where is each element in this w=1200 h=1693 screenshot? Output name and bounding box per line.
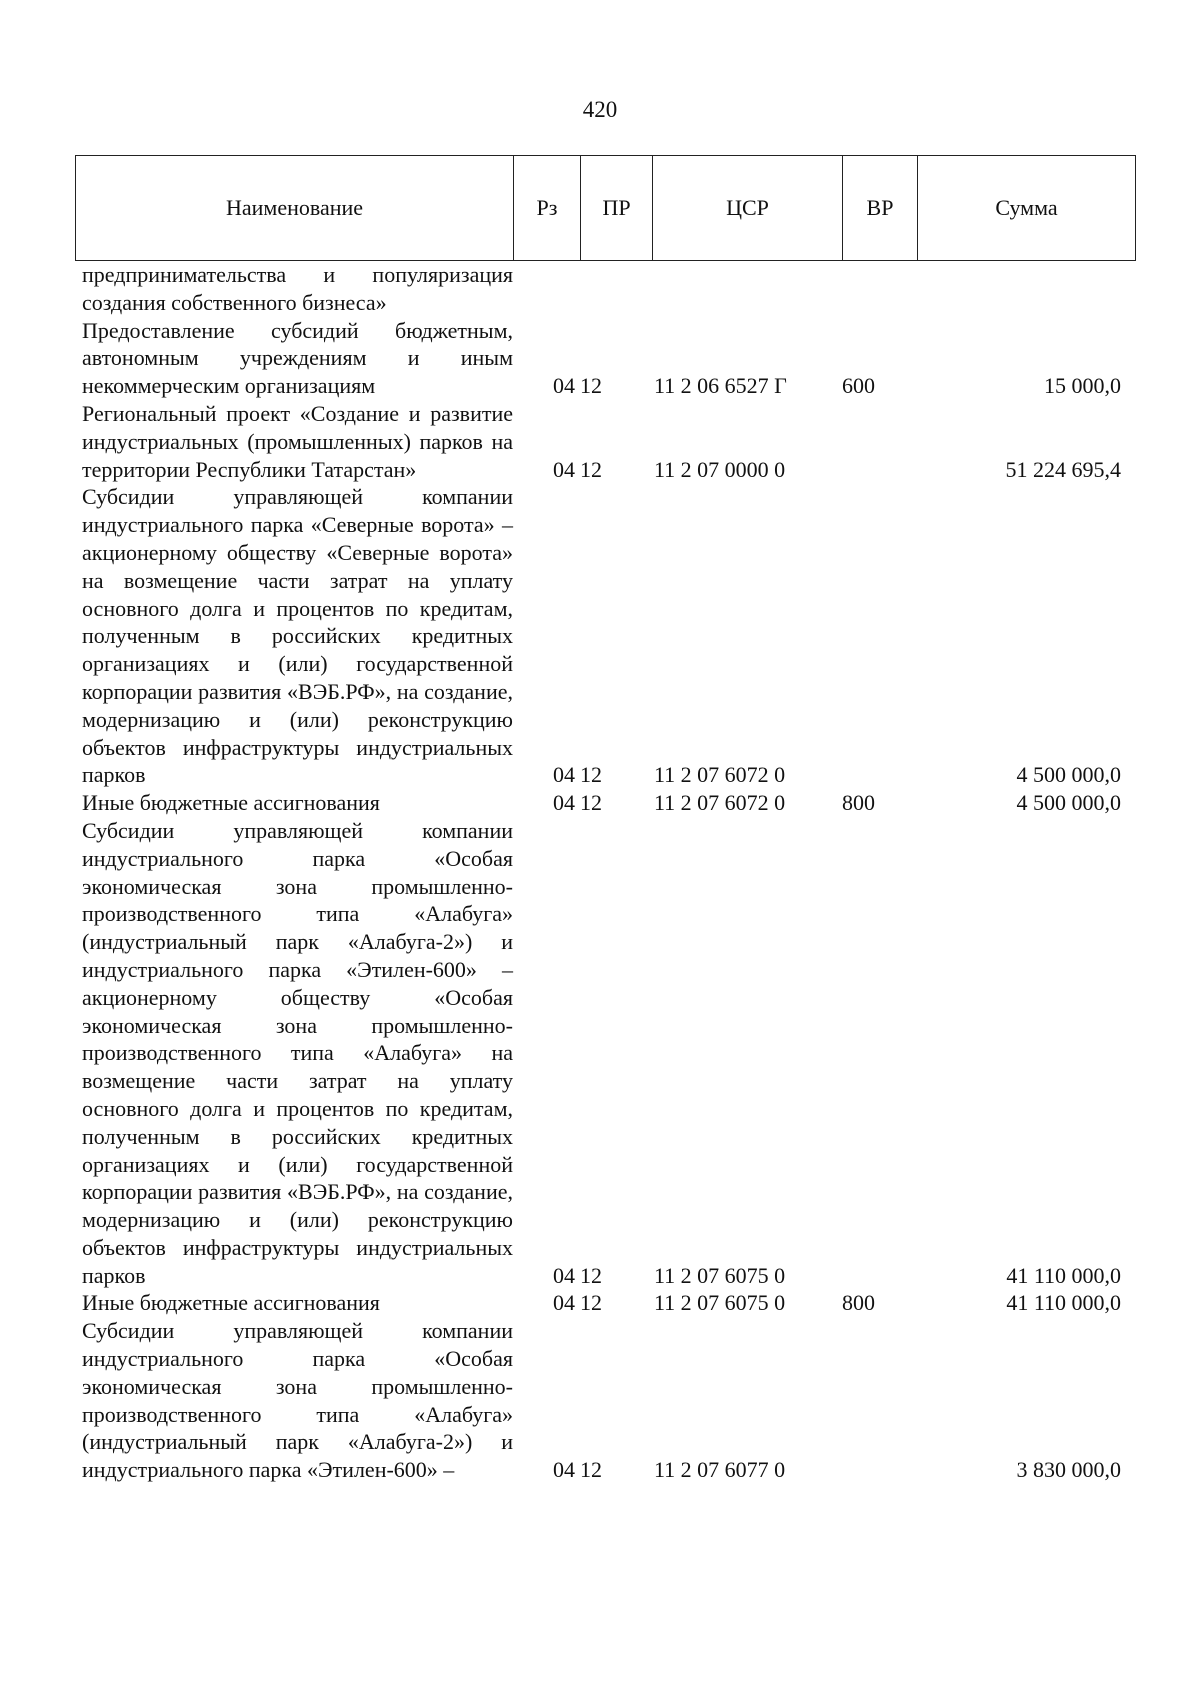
page-number: 420 <box>582 97 618 122</box>
row-sum: 51 224 695,4 <box>1005 456 1121 482</box>
row-csr: 11 2 07 6072 0 <box>654 762 786 788</box>
row-csr: 11 2 07 6075 0 <box>654 1262 786 1288</box>
row-rz: 04 <box>553 1262 575 1288</box>
row-name: Субсидии управляющей компании индустриального парка «Северные ворота» – акционерному обществу «Северные ворота» на возмещение части затрат на уплату основного долга и процентов по кредитам, полученным в российских кредитных организациях и (или) государственной корпорации развития «ВЭБ.РФ», на создание, модернизацию и (или) реконструкцию объектов инфраструктуры индустриальных парков <box>82 484 513 788</box>
row-sum: 4 500 000,0 <box>1016 790 1121 816</box>
row-pr: 12 <box>580 1290 602 1316</box>
row-vr: 800 <box>842 1290 875 1316</box>
table-row <box>75 400 1135 483</box>
table-row <box>75 261 1135 317</box>
row-csr: 11 2 07 6072 0 <box>654 790 786 816</box>
table-row <box>75 789 1135 817</box>
header-csr: ЦСР <box>653 156 843 261</box>
row-name: предпринимательства и популяризация создания собственного бизнеса» <box>82 262 513 315</box>
row-pr: 12 <box>580 790 602 816</box>
row-csr: 11 2 07 0000 0 <box>654 456 786 482</box>
row-rz: 04 <box>553 373 575 399</box>
row-rz: 04 <box>553 1290 575 1316</box>
row-name: Субсидии управляющей компании индустриального парка «Особая экономическая зона промышленно-производственного типа «Алабуга» (индустриальный парк «Алабуга-2») и индустриального парка «Этилен-600» – акционерному обществу «Особая экономическая зона промышленно-производственного типа «Алабуга» на возмещение части затрат на уплату основного долга и процентов по кредитам, полученным в российских кредитных организациях и (или) государственной корпорации развития «ВЭБ.РФ», на создание, модернизацию и (или) реконструкцию объектов инфраструктуры индустриальных парков <box>82 817 513 1288</box>
row-name: Региональный проект «Создание и развитие индустриальных (промышленных) парков на территории Республики Татарстан» <box>82 400 513 482</box>
row-name: Субсидии управляющей компании индустриального парка «Особая экономическая зона промышленно-производственного типа «Алабуга» (индустриальный парк «Алабуга-2») и индустриального парка «Этилен-600» – <box>82 1318 513 1483</box>
row-csr: 11 2 07 6077 0 <box>654 1457 786 1483</box>
table-body <box>75 261 1135 1484</box>
row-sum: 15 000,0 <box>1044 373 1121 399</box>
row-pr: 12 <box>580 456 602 482</box>
row-rz: 04 <box>553 1457 575 1483</box>
row-sum: 41 110 000,0 <box>1006 1290 1121 1316</box>
row-sum: 3 830 000,0 <box>1016 1457 1121 1483</box>
table-row <box>75 1289 1135 1317</box>
table-row <box>75 1317 1135 1484</box>
row-sum: 41 110 000,0 <box>1006 1262 1121 1288</box>
table-header <box>75 155 1136 261</box>
row-pr: 12 <box>580 762 602 788</box>
table-row <box>75 317 1135 400</box>
header-name: Наименование <box>76 156 514 261</box>
table-row <box>75 483 1135 789</box>
row-vr: 800 <box>842 790 875 816</box>
header-sum: Сумма <box>918 156 1136 261</box>
row-csr: 11 2 07 6075 0 <box>654 1290 786 1316</box>
row-pr: 12 <box>580 1457 602 1483</box>
row-name: Предоставление субсидий бюджетным, автономным учреждениям и иным некоммерческим организациям <box>82 317 513 399</box>
row-csr: 11 2 06 6527 Г <box>654 373 787 399</box>
table-row <box>75 817 1135 1290</box>
row-rz: 04 <box>553 762 575 788</box>
row-rz: 04 <box>553 790 575 816</box>
row-pr: 12 <box>580 1262 602 1288</box>
row-vr: 600 <box>842 373 875 399</box>
row-name: Иные бюджетные ассигнования <box>82 1290 380 1316</box>
header-vr: ВР <box>843 156 918 261</box>
row-rz: 04 <box>553 456 575 482</box>
row-sum: 4 500 000,0 <box>1016 762 1121 788</box>
header-rz: Рз <box>514 156 581 261</box>
row-name: Иные бюджетные ассигнования <box>82 790 380 816</box>
header-pr: ПР <box>581 156 653 261</box>
row-pr: 12 <box>580 373 602 399</box>
